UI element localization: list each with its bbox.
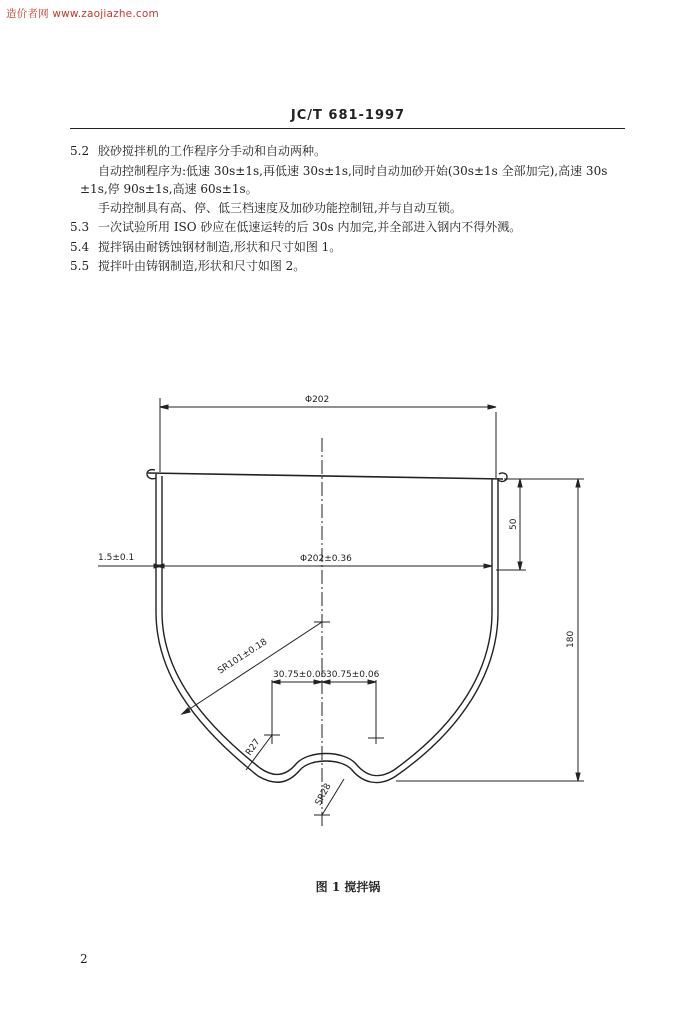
section-text: 一次试验所用 ISO 砂应在低速运转的后 30s 内加完,并全部进入钢内不得外溅。 [98, 220, 522, 234]
section-text: 胶砂搅拌机的工作程序分手动和自动两种。 [98, 144, 327, 158]
arrow [518, 479, 522, 487]
paragraph-text: 手动控制具有高、停、低三档速度及加砂功能控制钮,并与自动互锁。 [98, 201, 462, 215]
arrow [576, 479, 580, 487]
arrow [576, 773, 580, 781]
label-sr28: SR28 [313, 782, 334, 808]
left-rim-curl [147, 470, 156, 479]
arrow [488, 405, 496, 409]
label-offset-left: 30.75±0.06 [273, 670, 327, 680]
page-number: 2 [80, 952, 88, 966]
arrow [314, 680, 322, 684]
arrow [160, 405, 168, 409]
label-inner-dia: Φ202±0.36 [300, 554, 352, 564]
paragraph-text: ±1s,停 90s±1s,高速 60s±1s。 [80, 182, 258, 196]
label-r27: R27 [244, 737, 263, 758]
figure-caption: 图 1 搅拌锅 [315, 880, 381, 894]
label-sr101: SR101±0.18 [216, 637, 270, 677]
radius-line-sr101 [182, 622, 322, 714]
label-outer-dia: Φ202 [305, 395, 330, 405]
label-depth-50: 50 [509, 518, 519, 530]
label-height-180: 180 [566, 630, 576, 648]
standard-header: JC/T 681-1997 [290, 108, 406, 123]
bowl-outer-wall [156, 474, 498, 783]
watermark: 造价者网 www.zaojiazhe.com [6, 8, 159, 20]
section-number: 5.5 [70, 259, 90, 273]
label-thickness: 1.5±0.1 [98, 553, 135, 563]
rim-line [148, 473, 503, 479]
section-number: 5.3 [70, 220, 90, 234]
arrow [322, 680, 330, 684]
paragraph-text: 自动控制程序为:低速 30s±1s,再低速 30s±1s,同时自动加砂开始(30s±1s 全部加完),高速 30s [98, 164, 608, 178]
bowl-inner-wall [162, 476, 492, 776]
section-text: 搅拌叶由铸钢制造,形状和尺寸如图 2。 [98, 259, 306, 273]
arrow [182, 708, 190, 714]
arrow [272, 680, 280, 684]
section-number: 5.4 [70, 240, 90, 254]
section-number: 5.2 [70, 144, 90, 158]
arrow [518, 562, 522, 570]
arrow [484, 564, 492, 568]
arrow [368, 680, 376, 684]
section-text: 搅拌锅由耐锈蚀钢材制造,形状和尺寸如图 1。 [98, 240, 342, 254]
right-rim-curl [498, 473, 507, 481]
label-offset-right: 30.75±0.06 [326, 670, 380, 680]
